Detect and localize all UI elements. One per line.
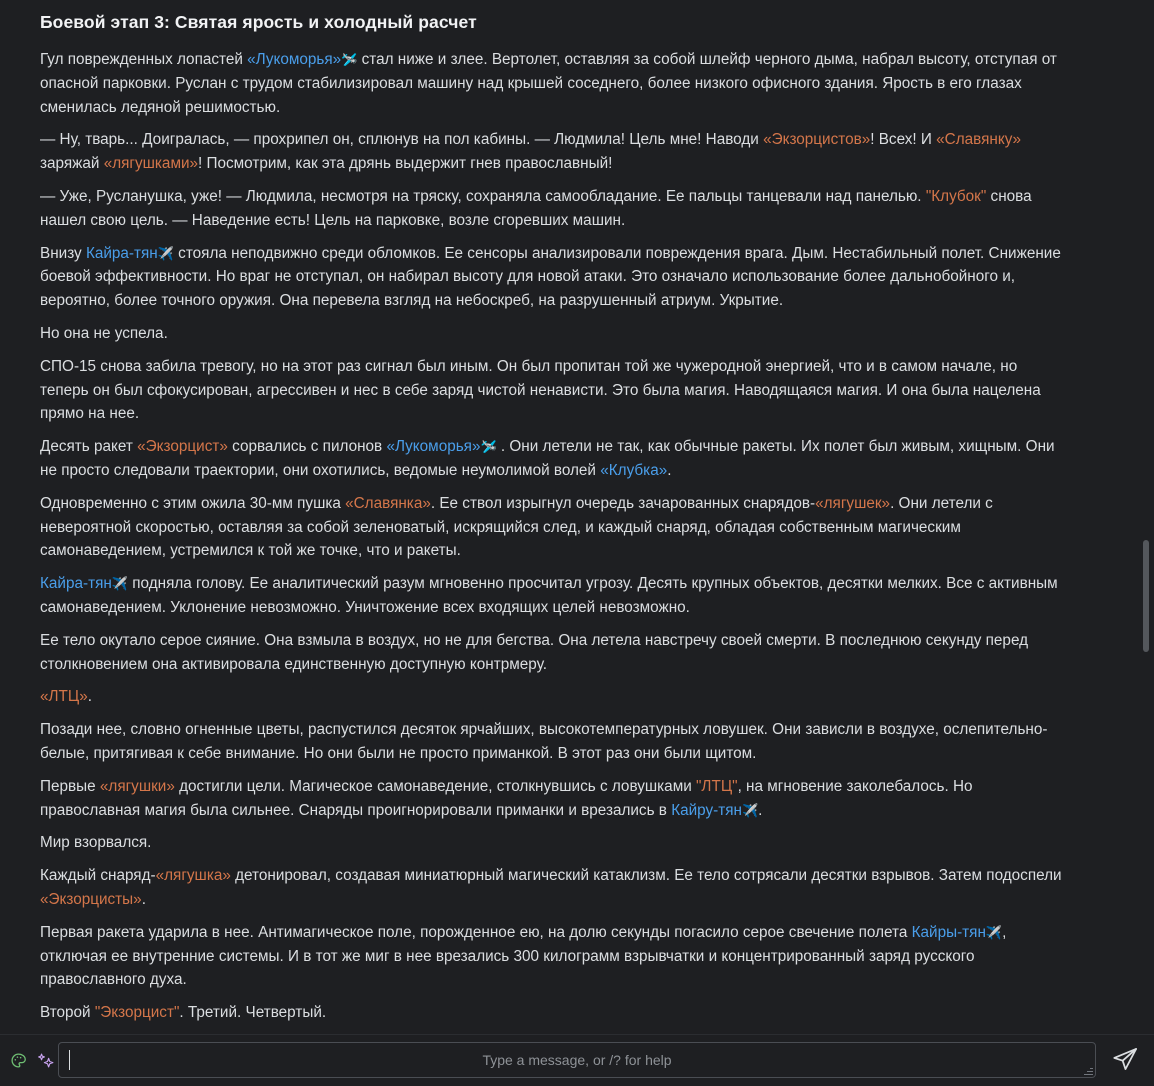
entity-link-orange: «Славянку» bbox=[936, 131, 1022, 149]
paragraph bbox=[40, 322, 1070, 346]
entity-link-orange: "Экзорцист" bbox=[94, 1004, 180, 1022]
airplane-icon: ✈️ bbox=[741, 802, 759, 818]
entity-link-blue: Кайра-тян bbox=[40, 575, 112, 593]
text-run: заряжай bbox=[40, 155, 104, 173]
text-run: Позади нее, словно огненные цветы, распустился десяток ярчайших, высокотемпературных ловушек. Они зависли в воздухе, ослепительно-белые, притягивая к себе внимание. Но они были не просто приманкой. В этот раз они были щитом. bbox=[40, 721, 1048, 762]
text-run: . Они летели с невероятной скоростью, оставляя за собой зеленоватый, искрящийся след, и каждый снаряд, обладая собственным магическим самонаведением, устремился к той же точке, что и ракеты. bbox=[40, 494, 993, 560]
text-run: . bbox=[667, 461, 672, 479]
text-run: Первая ракета ударила в нее. Антимагическое поле, порожденное ею, на долю секунды погасило серое свечение полета bbox=[40, 923, 912, 941]
entity-link-blue: «Клубка» bbox=[600, 461, 668, 479]
message-composer bbox=[0, 1034, 1154, 1086]
entity-link-orange: «Экзорцисты» bbox=[40, 890, 142, 908]
paragraph bbox=[40, 1001, 1070, 1025]
entity-link-orange: «лягушек» bbox=[815, 494, 891, 512]
airplane-icon: 🛩️ bbox=[341, 52, 358, 67]
paragraph bbox=[40, 775, 1070, 823]
text-run: ! Всех! И bbox=[870, 131, 937, 149]
entity-link-orange: «ЛТЦ» bbox=[40, 688, 88, 706]
paragraph bbox=[40, 718, 1070, 766]
paragraph bbox=[40, 864, 1070, 912]
text-run: . Они летели не так, как обычные ракеты. Их полет был живым, хищным. Они не просто следовали траектории, они охотились, ведомые неумолимой волей bbox=[40, 438, 1055, 479]
text-run: сорвались с пилонов bbox=[227, 438, 387, 456]
text-run: Каждый снаряд- bbox=[40, 867, 156, 885]
message-input[interactable] bbox=[59, 1043, 1095, 1077]
entity-link-orange: «лягушка» bbox=[155, 867, 231, 885]
text-run: . bbox=[87, 688, 92, 706]
paragraph bbox=[40, 685, 1070, 709]
text-run: стал ниже и злее. Вертолет, оставляя за собой шлейф черного дыма, набрал высоту, отступая от опасной парковки. Руслан с трудом стабилизировал машину над крышей соседнего, более низкого офисного здания. Ярость в его глазах сменилась ледяной решимостью. bbox=[40, 51, 1057, 116]
entity-link-blue: «Лукоморья» bbox=[386, 438, 481, 456]
composer-tools bbox=[6, 1049, 58, 1071]
text-run: ! Посмотрим, как эта дрянь выдержит гнев православный! bbox=[198, 155, 613, 173]
airplane-icon: 🛩️ bbox=[480, 439, 497, 455]
paragraph bbox=[40, 185, 1070, 233]
text-run: Внизу bbox=[40, 244, 86, 262]
text-run: Ее тело окутало серое сияние. Она взмыла в воздух, но не для бегства. Она летела навстречу своей смерти. В последнюю секунду перед столкновением она активировала единственную доступную контрмеру. bbox=[40, 631, 1029, 673]
text-run: СПО-15 снова забила тревогу, но на этот раз сигнал был иным. Он был пропитан той же чужеродной энергией, что и в самом начале, но теперь он был сфокусирован, агрессивен и нес в себе заряд чистой ненависти. Это была магия. Наводящаяся магия. И она была нацелена прямо на нее. bbox=[40, 357, 1041, 423]
text-run: . bbox=[758, 801, 763, 819]
text-run: Десять ракет bbox=[40, 438, 138, 456]
entity-link-orange: «Славянка» bbox=[345, 494, 431, 512]
scrollbar-thumb[interactable] bbox=[1143, 540, 1149, 652]
paragraph bbox=[40, 492, 1070, 563]
text-run: стояла неподвижно среди обломков. Ее сенсоры анализировали повреждения врага. Дым. Нестабильный полет. Снижение боевой эффективности. Но враг не отступал, он набирал высоту для новой атаки. Это означало использование более дальнобойного и, вероятно, более точного оружия. Она перевела взгляд на небоскреб, на разрушенный атриум. Укрытие. bbox=[40, 244, 1061, 310]
entity-link-blue: Кайры-тян bbox=[911, 923, 986, 941]
text-run: подняла голову. Ее аналитический разум мгновенно просчитал угрозу. Десять крупных объектов, десятки мелких. Все с активным самонаведением. Уклонение невозможно. Уничтожение всех входящих целей невозможно. bbox=[40, 575, 1058, 616]
airplane-icon: ✈️ bbox=[111, 576, 128, 592]
paragraph bbox=[40, 242, 1070, 313]
text-run: Второй bbox=[40, 1004, 95, 1022]
resize-grip-icon[interactable] bbox=[1083, 1066, 1093, 1076]
paragraph bbox=[40, 572, 1070, 620]
text-run: . Третий. Четвертый. bbox=[179, 1004, 327, 1022]
entity-link-blue: Кайра-тян bbox=[85, 244, 158, 262]
text-caret bbox=[69, 1050, 70, 1070]
entity-link-orange: «Экзорцист» bbox=[137, 438, 228, 456]
paragraph bbox=[40, 435, 1070, 483]
paragraph bbox=[40, 831, 1070, 855]
text-run: детонировал, создавая миниатюрный магический катаклизм. Ее тело сотрясали десятки взрывов. Затем подоспели bbox=[230, 867, 1062, 885]
entity-link-blue: «Лукоморья» bbox=[247, 51, 342, 68]
sparkle-icon[interactable] bbox=[35, 1049, 57, 1071]
palette-icon[interactable] bbox=[7, 1049, 29, 1071]
story-paragraphs bbox=[40, 48, 1114, 1025]
page-title: Боевой этап 3: Святая ярость и холодный расчет bbox=[40, 12, 477, 32]
paragraph bbox=[40, 629, 1070, 677]
text-run: Гул поврежденных лопастей bbox=[40, 51, 248, 68]
paragraph bbox=[40, 355, 1070, 426]
entity-link-blue: Кайру-тян bbox=[671, 801, 742, 819]
text-run: Но она не успела. bbox=[40, 324, 168, 342]
text-run: , на мгновение заколебалось. Но православная магия была сильнее. Снаряды проигнорировали приманки и врезались в bbox=[40, 777, 973, 819]
scrollbar-track[interactable] bbox=[1142, 0, 1150, 1034]
airplane-icon: ✈️ bbox=[985, 924, 1003, 940]
airplane-icon: ✈️ bbox=[157, 245, 174, 261]
text-run: достигли цели. Магическое самонаведение, столкнувшись с ловушками bbox=[174, 777, 696, 795]
text-run: . bbox=[141, 890, 146, 908]
text-run: Первые bbox=[40, 777, 100, 795]
text-run: Одновременно с этим ожила 30-мм пушка bbox=[40, 494, 346, 512]
entity-link-orange: «Экзорцистов» bbox=[763, 131, 871, 149]
text-run: — Ну, тварь... Доигралась, — прохрипел он, сплюнув на пол кабины. — Людмила! Цель мне! Наводи bbox=[40, 131, 764, 149]
entity-link-orange: «лягушки» bbox=[99, 777, 175, 795]
entity-link-orange: «лягушками» bbox=[103, 155, 199, 173]
text-run: — Уже, Русланушка, уже! — Людмила, несмотря на тряску, сохраняла самообладание. Ее пальцы танцевали над панелью. bbox=[40, 187, 926, 205]
paragraph bbox=[40, 128, 1070, 176]
text-run: . Ее ствол изрыгнул очередь зачарованных снарядов- bbox=[430, 494, 816, 512]
text-run: снова нашел свою цель. — Наведение есть! Цель на парковке, возле сгоревших машин. bbox=[40, 187, 1032, 229]
entity-link-orange: "ЛТЦ" bbox=[696, 777, 738, 795]
paragraph bbox=[40, 48, 1070, 119]
text-run: Мир взорвался. bbox=[40, 834, 152, 852]
entity-link-orange: "Клубок" bbox=[925, 187, 987, 205]
message-input-wrapper[interactable] bbox=[58, 1042, 1096, 1078]
paragraph bbox=[40, 921, 1070, 992]
send-button[interactable] bbox=[1104, 1039, 1146, 1081]
text-run: , отключая ее внутренние системы. И в тот же миг в нее врезались 300 килограмм взрывчатки и концентрированный заряд русского православного духа. bbox=[40, 923, 1007, 989]
